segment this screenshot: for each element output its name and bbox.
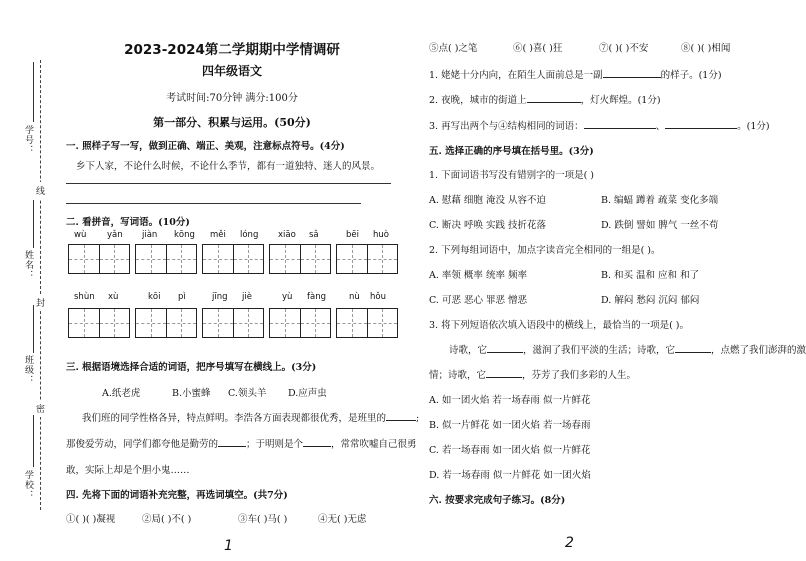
para-text: ，滋润了我们平淡的生活；诗歌，它 xyxy=(523,345,676,356)
q3-blank-1[interactable] xyxy=(386,420,416,421)
exam-page-2 xyxy=(425,0,806,561)
q5-s1-option-b: B. 编蝠 蹲着 疏菜 变化多端 xyxy=(601,195,719,206)
school-label: 学校： xyxy=(23,470,33,500)
writing-grid[interactable] xyxy=(68,308,130,338)
q5-s3: 3. 将下列短语依次填入语段中的横线上，最恰当的一项是( )。 xyxy=(429,320,690,331)
q5-s2-option-c: C. 可恶 恶心 罪恶 憎恶 xyxy=(429,295,528,306)
fill-text: 2. 夜晚，城市的街道上 xyxy=(429,95,527,106)
q3-text-line-1 xyxy=(82,410,419,424)
q4-item-4: ④无( )无虑 xyxy=(318,514,367,525)
pinyin: hǒu xyxy=(370,292,386,302)
seal-char-seal: 封 xyxy=(36,294,45,311)
q3-text-segment: 那俊爱劳动，同学们都夸他是勤劳的 xyxy=(66,439,219,450)
pinyin: jiàn xyxy=(142,230,158,240)
q5-s3-option-d: D. 若一场春雨 似一片鲜花 如一团火焰 xyxy=(429,470,591,481)
writing-grid[interactable] xyxy=(336,308,398,338)
q3-text-line-3: 敢，实际上却是个胆小鬼…… xyxy=(66,465,190,476)
class-label: 班级： xyxy=(23,355,33,385)
q5-s1-option-a: A. 慰藉 细胞 淹没 从容不迫 xyxy=(429,195,546,206)
para-blank-1[interactable] xyxy=(487,352,523,353)
pinyin: sǎ xyxy=(309,230,319,240)
q3-option-d: D.应声虫 xyxy=(288,388,327,399)
seal-char-secret: 密 xyxy=(36,400,45,417)
pinyin: shùn xyxy=(74,292,95,302)
q3-text-segment: ；于明则是个 xyxy=(246,439,304,450)
seal-char-line: 线 xyxy=(36,182,45,199)
fill-sentence-3 xyxy=(429,118,770,132)
writing-grid[interactable] xyxy=(269,244,331,274)
q4-item-2: ②局( )不( ) xyxy=(142,514,192,525)
q5-s1: 1. 下面词语书写没有错别字的一项是( ) xyxy=(429,170,595,181)
fill-sentence-2 xyxy=(429,92,661,106)
pinyin: bēi xyxy=(346,230,359,240)
pinyin: yǎn xyxy=(107,230,123,240)
pinyin: kōi xyxy=(148,292,161,302)
pinyin: jiè xyxy=(242,292,252,302)
writing-grid[interactable] xyxy=(336,244,398,274)
q5-s3-option-a: A. 如一团火焰 若一场春雨 似一片鲜花 xyxy=(429,395,591,406)
writing-grid[interactable] xyxy=(269,308,331,338)
fill-text: 、 xyxy=(655,121,666,132)
q3-heading: 三. 根据语境选择合适的词语，把序号填写在横线上。(3分) xyxy=(66,362,317,373)
writing-grid[interactable] xyxy=(135,244,197,274)
fill-blank-4[interactable] xyxy=(665,128,737,129)
q4-item-6: ⑥( )喜( )狂 xyxy=(513,43,563,54)
q5-s2-option-d: D. 解闷 愁闷 沉闷 郁闷 xyxy=(601,295,700,306)
para-text: 情；诗歌，它 xyxy=(429,370,487,381)
pinyin: fàng xyxy=(307,292,326,302)
pinyin: kōng xyxy=(174,230,195,240)
exam-subtitle: 四年级语文 xyxy=(201,64,262,78)
q1-answer-line-1[interactable] xyxy=(66,183,391,184)
q3-blank-2[interactable] xyxy=(218,446,246,447)
q5-s2-option-b: B. 和买 温和 应和 和了 xyxy=(601,270,700,281)
q5-s1-option-c: C. 断决 呼唤 实践 技折花落 xyxy=(429,220,547,231)
school-blank[interactable] xyxy=(33,415,34,467)
q5-s3-option-b: B. 似一片鲜花 如一团火焰 若一场春雨 xyxy=(429,420,591,431)
q4-item-3: ③车( )马( ) xyxy=(238,514,288,525)
writing-grid[interactable] xyxy=(202,244,264,274)
binding-dashed-line xyxy=(40,60,41,510)
fill-sentence-1 xyxy=(429,67,722,81)
fill-text: 1. 姥姥十分内向，在陌生人面前总是一副 xyxy=(429,70,603,81)
q3-text-segment: ，常常吹嘘自己很勇 xyxy=(331,439,417,450)
fill-blank-2[interactable] xyxy=(527,102,581,103)
writing-grid[interactable] xyxy=(135,308,197,338)
para-blank-2[interactable] xyxy=(675,352,711,353)
pinyin: yù xyxy=(282,292,293,302)
fill-blank-3[interactable] xyxy=(584,128,656,129)
fill-text: 的样子。(1分) xyxy=(660,70,722,81)
q4-item-1: ①( )( )凝视 xyxy=(66,514,116,525)
q4-heading: 四. 先将下面的词语补充完整，再选词填空。(共7分) xyxy=(66,490,288,501)
part1-heading: 第一部分、积累与运用。(50分) xyxy=(153,116,311,129)
q5-heading: 五. 选择正确的序号填在括号里。(3分) xyxy=(429,146,594,157)
pinyin: xiāo xyxy=(278,230,296,240)
q3-blank-3[interactable] xyxy=(303,446,331,447)
fill-text: 。(1分) xyxy=(737,121,770,132)
fill-text: 3. 再写出两个与④结构相同的词语： xyxy=(429,121,584,132)
fill-text: ，灯火辉煌。(1分) xyxy=(580,95,661,106)
para-text: ，芬芳了我们多彩的人生。 xyxy=(522,370,637,381)
pinyin: měi xyxy=(210,230,226,240)
exam-page-1 xyxy=(62,0,420,561)
q5-s2-option-a: A. 率领 概率 统率 频率 xyxy=(429,270,527,281)
pinyin: lóng xyxy=(240,230,259,240)
q2-heading: 二. 看拼音，写词语。(10分) xyxy=(66,217,190,228)
q5-s2: 2. 下列每组词语中，加点字读音完全相同的一组是( )。 xyxy=(429,245,661,256)
q4-item-7: ⑦( )( )不安 xyxy=(599,43,649,54)
page-number-1: 1 xyxy=(224,538,233,554)
fill-blank-1[interactable] xyxy=(603,77,661,78)
exam-title: 2023-2024第二学期期中学情调研 xyxy=(124,42,340,58)
para-text: 诗歌，它 xyxy=(449,345,488,356)
pinyin: pì xyxy=(178,292,186,302)
q3-option-a: A.纸老虎 xyxy=(102,388,141,399)
q5-s3-option-c: C. 若一场春雨 如一团火焰 似一片鲜花 xyxy=(429,445,591,456)
writing-grid[interactable] xyxy=(202,308,264,338)
writing-grid[interactable] xyxy=(68,244,130,274)
q4-item-8: ⑧( )( )相闻 xyxy=(681,43,731,54)
q3-option-c: C.领头羊 xyxy=(228,388,267,399)
pinyin: huò xyxy=(373,230,389,240)
q3-text-segment: 我们班的同学性格各异，特点鲜明。李浩各方面表现都很优秀，是班里的 xyxy=(82,413,387,424)
para-text: ，点燃了我们澎湃的激 xyxy=(711,345,806,356)
page-number-2: 2 xyxy=(565,535,574,551)
name-label: 姓名： xyxy=(23,250,33,280)
q1-sample-text: 乡下人家，不论什么时候，不论什么季节，都有一道独特、迷人的风景。 xyxy=(76,161,381,172)
pinyin: wù xyxy=(74,230,87,240)
binding-margin xyxy=(0,0,58,561)
pinyin: xù xyxy=(108,292,119,302)
q5-s1-option-d: D. 跌倒 譬如 脾气 一丝不苟 xyxy=(601,220,719,231)
q5-s3-paragraph-line-1 xyxy=(449,342,806,356)
exam-meta: 考试时间:70分钟 满分:100分 xyxy=(166,93,298,104)
class-blank[interactable] xyxy=(33,305,34,353)
q5-s3-paragraph-line-2 xyxy=(429,367,636,381)
q1-answer-line-2[interactable] xyxy=(66,203,361,204)
q3-text-line-2 xyxy=(66,436,417,450)
q6-heading: 六. 按要求完成句子练习。(8分) xyxy=(429,495,566,506)
pinyin: jīng xyxy=(212,292,228,302)
q1-heading: 一. 照样子写一写，做到正确、端正、美观，注意标点符号。(4分) xyxy=(66,141,345,152)
para-blank-3[interactable] xyxy=(486,377,522,378)
q3-option-b: B.小蜜蜂 xyxy=(172,388,211,399)
student-number-blank[interactable] xyxy=(33,62,34,122)
pinyin: nù xyxy=(349,292,360,302)
q4-item-5: ⑤点( )之笔 xyxy=(429,43,478,54)
q3-text-segment: ; xyxy=(416,413,420,424)
name-blank[interactable] xyxy=(33,200,34,248)
student-number-label: 学号： xyxy=(23,125,33,155)
